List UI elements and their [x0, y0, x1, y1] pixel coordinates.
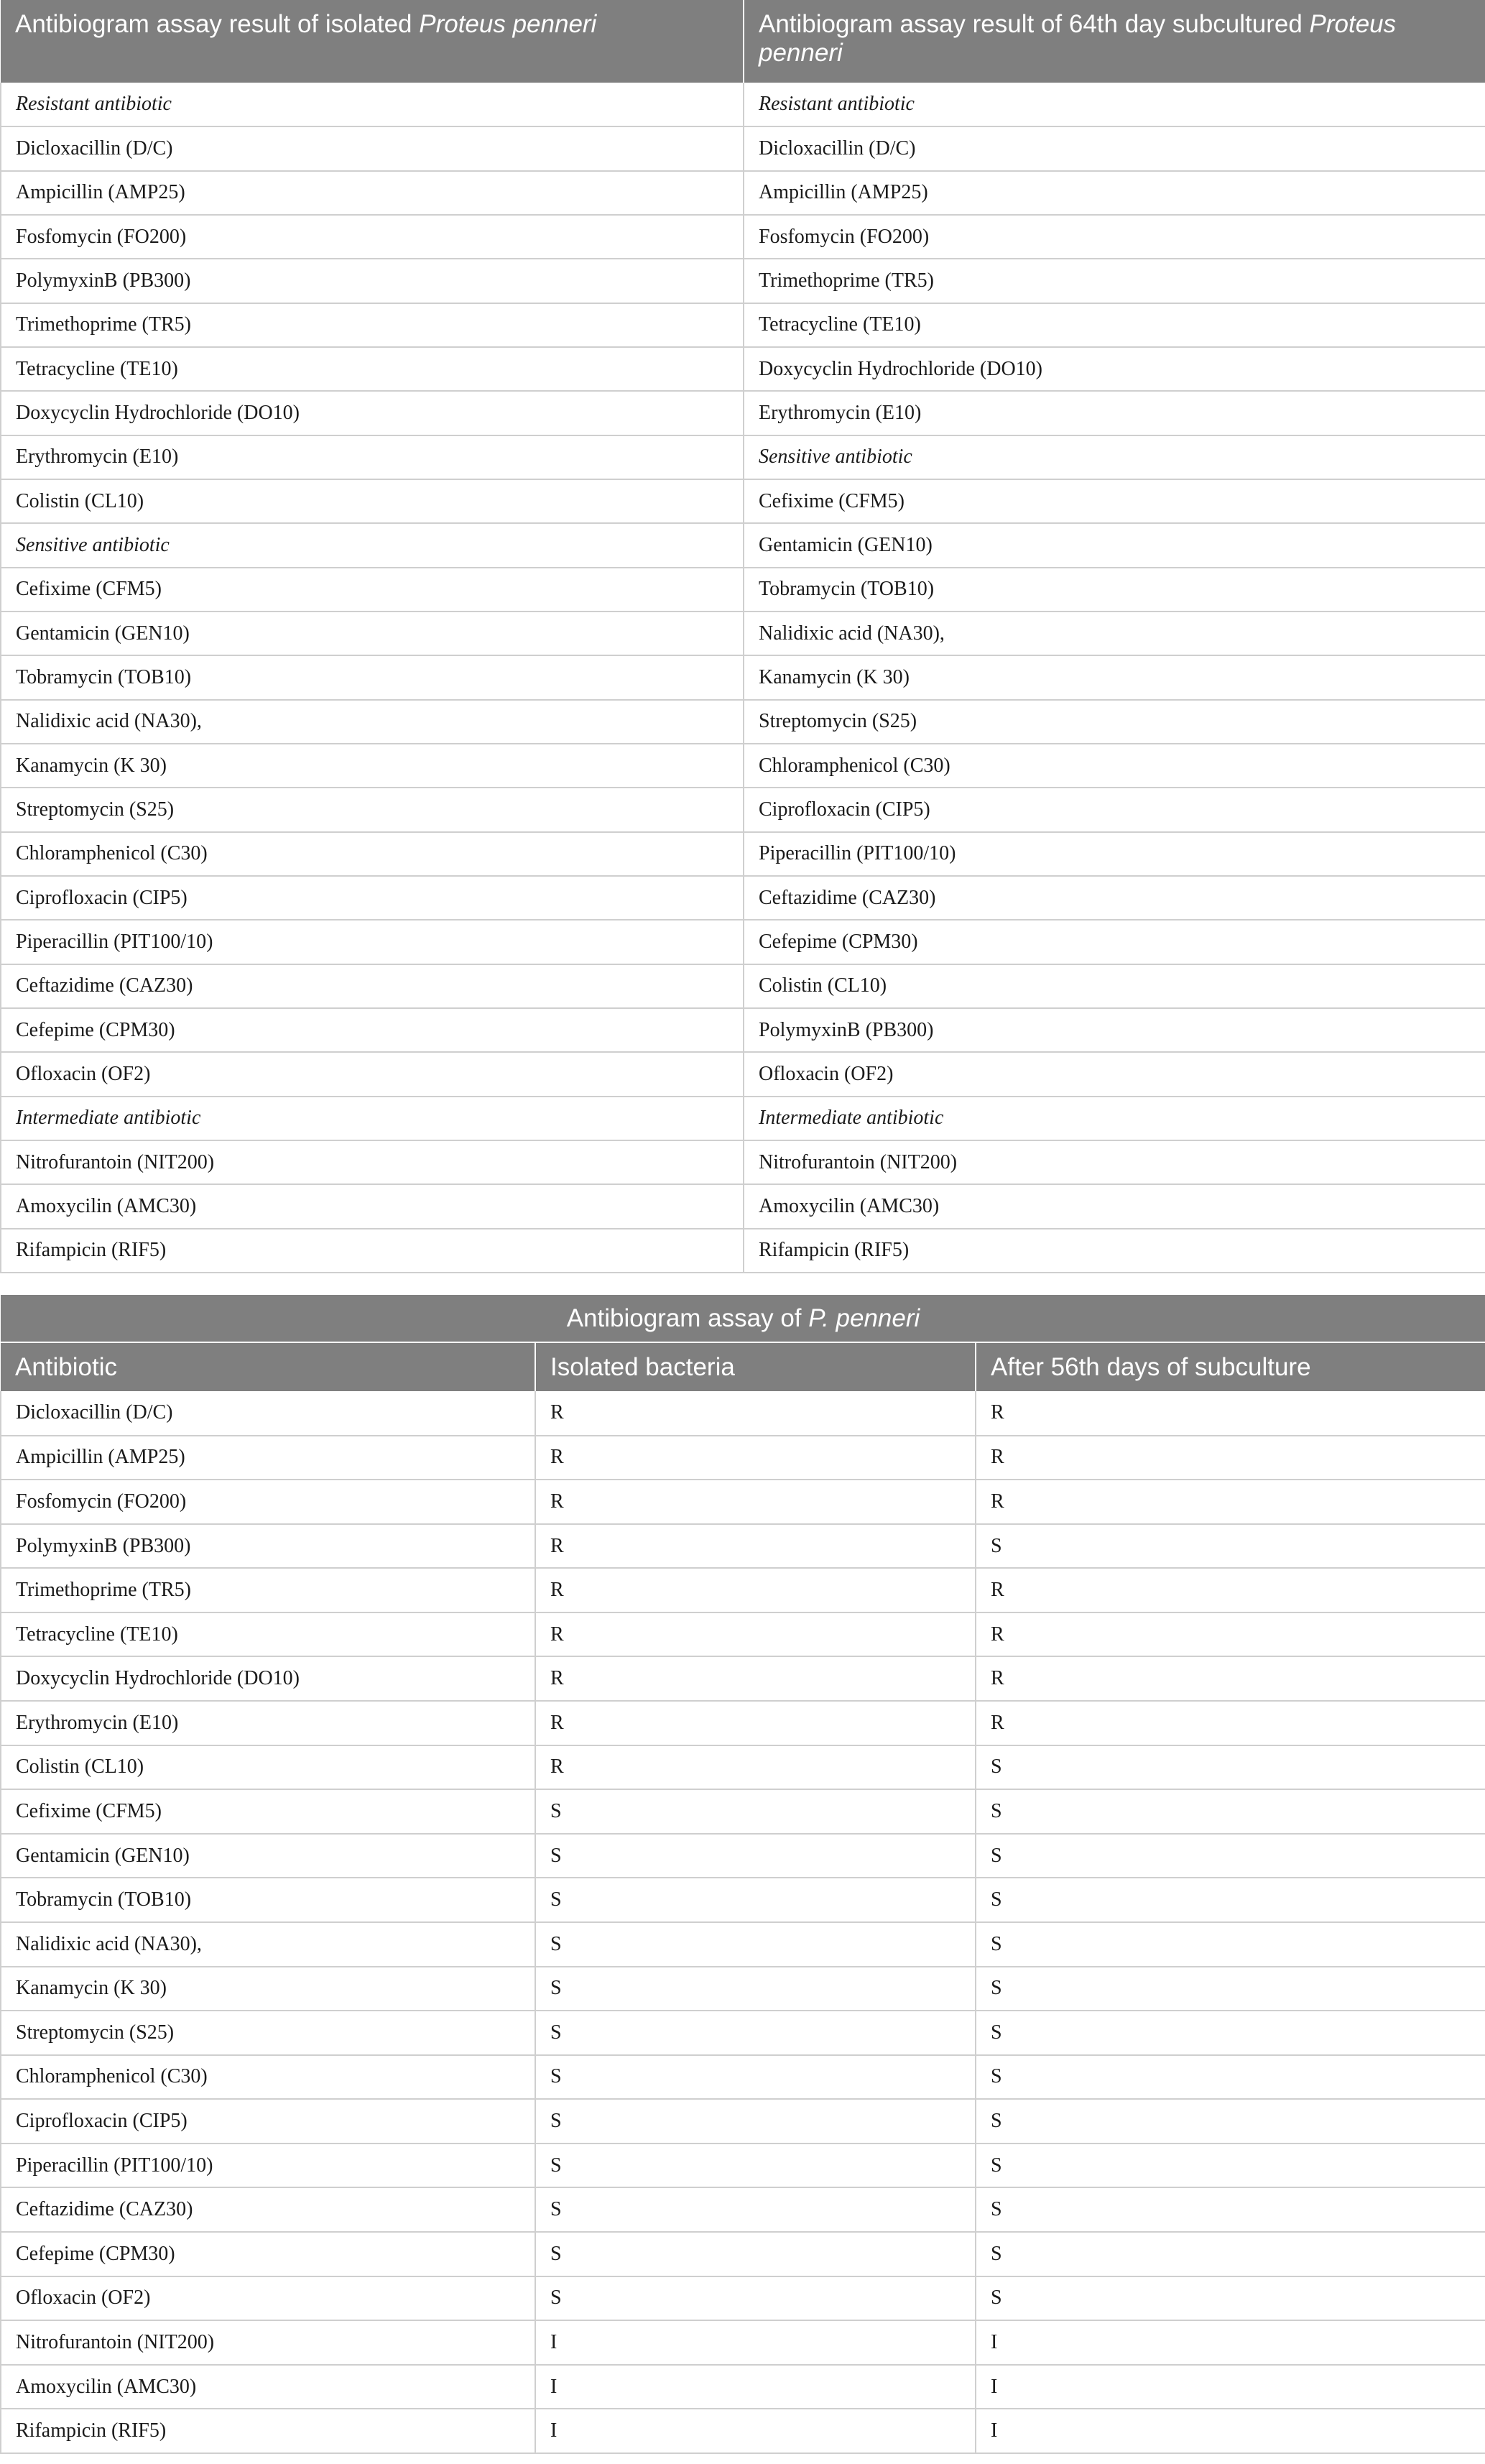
- subculture-result: R: [976, 1568, 1485, 1612]
- table-row: [1, 1436, 1485, 1480]
- antibiotic-name: Colistin (CL10): [1, 1745, 535, 1790]
- isolated-result: R: [535, 1656, 976, 1701]
- table-row: [1, 832, 1485, 876]
- isolated-result: R: [535, 1391, 976, 1436]
- antibiotic-cell: Ofloxacin (OF2): [1, 1052, 744, 1096]
- antibiotic-cell: Dicloxacillin (D/C): [744, 126, 1485, 170]
- table-row: [1, 391, 1485, 435]
- antibiotic-name: Rifampicin (RIF5): [1, 2409, 535, 2453]
- antibiotic-cell: Doxycyclin Hydrochloride (DO10): [744, 347, 1485, 391]
- isolated-result: S: [535, 2011, 976, 2055]
- isolated-result: S: [535, 2232, 976, 2276]
- category-label: Resistant antibiotic: [744, 83, 1485, 126]
- table-row: [1, 2055, 1485, 2100]
- table2-title: Antibiogram assay of P. penneri: [1, 1295, 1485, 1342]
- table1-header-isolated: Antibiogram assay result of isolated Proteus penneri: [1, 0, 744, 83]
- table-row: [1, 700, 1485, 744]
- subculture-result: R: [976, 1656, 1485, 1701]
- table1-header-subcultured: Antibiogram assay result of 64th day subcultured Proteus penneri: [744, 0, 1485, 83]
- table-row: [1, 83, 1485, 126]
- antibiotic-cell: Amoxycilin (AMC30): [1, 1184, 744, 1228]
- antibiotic-cell: Ciprofloxacin (CIP5): [1, 876, 744, 920]
- table-row: [1, 347, 1485, 391]
- table2-header-row: [1, 1342, 1485, 1391]
- subculture-result: S: [976, 2144, 1485, 2188]
- antibiotic-cell: PolymyxinB (PB300): [744, 1008, 1485, 1052]
- antibiotic-cell: Trimethoprime (TR5): [1, 303, 744, 347]
- table1-body: [1, 83, 1485, 1273]
- table2-title-row: [1, 1295, 1485, 1342]
- subculture-result: S: [976, 2011, 1485, 2055]
- table-row: [1, 1097, 1485, 1140]
- antibiotic-cell: Kanamycin (K 30): [1, 744, 744, 788]
- table-row: [1, 1391, 1485, 1436]
- table2-header-after-subculture: After 56th days of subculture: [976, 1342, 1485, 1391]
- antibiotic-name: Fosfomycin (FO200): [1, 1480, 535, 1524]
- category-label: Intermediate antibiotic: [744, 1097, 1485, 1140]
- antibiotic-name: Piperacillin (PIT100/10): [1, 2144, 535, 2188]
- isolated-result: R: [535, 1568, 976, 1612]
- subculture-result: I: [976, 2409, 1485, 2453]
- antibiotic-cell: Nalidixic acid (NA30),: [744, 612, 1485, 655]
- antibiotic-cell: Doxycyclin Hydrochloride (DO10): [1, 391, 744, 435]
- subculture-result: S: [976, 2099, 1485, 2144]
- antibiotic-cell: Cefixime (CFM5): [744, 479, 1485, 523]
- table-row: [1, 303, 1485, 347]
- antibiotic-cell: PolymyxinB (PB300): [1, 259, 744, 303]
- table-row: [1, 876, 1485, 920]
- table-row: [1, 1008, 1485, 1052]
- subculture-result: S: [976, 2232, 1485, 2276]
- antibiotic-cell: Nitrofurantoin (NIT200): [1, 1140, 744, 1184]
- table-row: [1, 1967, 1485, 2011]
- antibiotic-cell: Nitrofurantoin (NIT200): [744, 1140, 1485, 1184]
- antibiotic-name: Doxycyclin Hydrochloride (DO10): [1, 1656, 535, 1701]
- table-row: [1, 479, 1485, 523]
- antibiotic-cell: Erythromycin (E10): [1, 435, 744, 479]
- antibiotic-cell: Nalidixic acid (NA30),: [1, 700, 744, 744]
- table-row: [1, 744, 1485, 788]
- table-row: [1, 2232, 1485, 2276]
- table-row: [1, 171, 1485, 215]
- table-row: [1, 2409, 1485, 2453]
- antibiotic-cell: Kanamycin (K 30): [744, 655, 1485, 699]
- antibiotic-name: Tobramycin (TOB10): [1, 1878, 535, 1922]
- category-label: Resistant antibiotic: [1, 83, 744, 126]
- isolated-result: R: [535, 1480, 976, 1524]
- table-row: [1, 788, 1485, 831]
- table-row: [1, 1480, 1485, 1524]
- antibiotic-cell: Chloramphenicol (C30): [1, 832, 744, 876]
- subculture-result: R: [976, 1701, 1485, 1745]
- antibiotic-cell: Chloramphenicol (C30): [744, 744, 1485, 788]
- table-row: [1, 2099, 1485, 2144]
- subculture-result: S: [976, 1967, 1485, 2011]
- table-row: [1, 1878, 1485, 1922]
- subculture-result: S: [976, 1922, 1485, 1967]
- table-row: [1, 2144, 1485, 2188]
- subculture-result: R: [976, 1612, 1485, 1657]
- subculture-result: S: [976, 1834, 1485, 1878]
- table-row: [1, 1524, 1485, 1569]
- antibiotic-cell: Streptomycin (S25): [1, 788, 744, 831]
- table-row: [1, 655, 1485, 699]
- isolated-result: S: [535, 1834, 976, 1878]
- isolated-result: S: [535, 1967, 976, 2011]
- table-row: [1, 259, 1485, 303]
- antibiotic-cell: Tobramycin (TOB10): [1, 655, 744, 699]
- isolated-result: S: [535, 2187, 976, 2232]
- antibiotic-cell: Ceftazidime (CAZ30): [744, 876, 1485, 920]
- isolated-result: R: [535, 1436, 976, 1480]
- isolated-result: R: [535, 1745, 976, 1790]
- category-label: Sensitive antibiotic: [744, 435, 1485, 479]
- antibiotic-name: Gentamicin (GEN10): [1, 1834, 535, 1878]
- table-row: [1, 568, 1485, 612]
- subculture-result: R: [976, 1436, 1485, 1480]
- isolated-result: S: [535, 2276, 976, 2321]
- subculture-result: S: [976, 1745, 1485, 1790]
- antibiotic-cell: Fosfomycin (FO200): [1, 215, 744, 259]
- subculture-result: I: [976, 2320, 1485, 2365]
- table-row: [1, 1612, 1485, 1657]
- category-label: Intermediate antibiotic: [1, 1097, 744, 1140]
- isolated-result: S: [535, 2099, 976, 2144]
- antibiotic-name: Dicloxacillin (D/C): [1, 1391, 535, 1436]
- isolated-result: S: [535, 1789, 976, 1834]
- antibiotic-cell: Piperacillin (PIT100/10): [744, 832, 1485, 876]
- antibiogram-assay-table: [0, 1295, 1485, 2454]
- antibiotic-name: Amoxycilin (AMC30): [1, 2365, 535, 2409]
- table-row: [1, 1140, 1485, 1184]
- antibiotic-cell: Rifampicin (RIF5): [744, 1229, 1485, 1273]
- table-row: [1, 1052, 1485, 1096]
- antibiotic-cell: Colistin (CL10): [1, 479, 744, 523]
- antibiotic-cell: Gentamicin (GEN10): [744, 523, 1485, 567]
- isolated-result: R: [535, 1701, 976, 1745]
- table-row: [1, 1229, 1485, 1273]
- antibiotic-cell: Ciprofloxacin (CIP5): [744, 788, 1485, 831]
- antibiotic-cell: Ceftazidime (CAZ30): [1, 964, 744, 1008]
- antibiotic-name: Kanamycin (K 30): [1, 1967, 535, 2011]
- table-row: [1, 2187, 1485, 2232]
- antibiotic-name: Ampicillin (AMP25): [1, 1436, 535, 1480]
- subculture-result: I: [976, 2365, 1485, 2409]
- antibiotic-cell: Erythromycin (E10): [744, 391, 1485, 435]
- subculture-result: R: [976, 1480, 1485, 1524]
- table-row: [1, 1922, 1485, 1967]
- isolated-result: S: [535, 1922, 976, 1967]
- subculture-result: R: [976, 1391, 1485, 1436]
- table-row: [1, 126, 1485, 170]
- antibiotic-cell: Rifampicin (RIF5): [1, 1229, 744, 1273]
- antibiotic-name: Trimethoprime (TR5): [1, 1568, 535, 1612]
- table-row: [1, 1745, 1485, 1790]
- antibiotic-cell: Ampicillin (AMP25): [1, 171, 744, 215]
- antibiotic-name: Cefepime (CPM30): [1, 2232, 535, 2276]
- table-row: [1, 1789, 1485, 1834]
- table-row: [1, 1834, 1485, 1878]
- category-label: Sensitive antibiotic: [1, 523, 744, 567]
- table-row: [1, 1184, 1485, 1228]
- isolated-result: I: [535, 2365, 976, 2409]
- subculture-result: S: [976, 1878, 1485, 1922]
- table-row: [1, 1701, 1485, 1745]
- antibiotic-cell: Ofloxacin (OF2): [744, 1052, 1485, 1096]
- table-row: [1, 2276, 1485, 2321]
- antibiotic-name: PolymyxinB (PB300): [1, 1524, 535, 1569]
- antibiotic-cell: Cefixime (CFM5): [1, 568, 744, 612]
- subculture-result: S: [976, 1524, 1485, 1569]
- antibiotic-cell: Dicloxacillin (D/C): [1, 126, 744, 170]
- table-row: [1, 612, 1485, 655]
- antibiotic-cell: Cefepime (CPM30): [744, 920, 1485, 964]
- table-row: [1, 920, 1485, 964]
- table2-header-isolated-bacteria: Isolated bacteria: [535, 1342, 976, 1391]
- antibiotic-name: Ciprofloxacin (CIP5): [1, 2099, 535, 2144]
- antibiotic-name: Nitrofurantoin (NIT200): [1, 2320, 535, 2365]
- antibiotic-cell: Tobramycin (TOB10): [744, 568, 1485, 612]
- table-row: [1, 435, 1485, 479]
- antibiotic-cell: Trimethoprime (TR5): [744, 259, 1485, 303]
- isolated-result: S: [535, 2144, 976, 2188]
- table-row: [1, 215, 1485, 259]
- table-row: [1, 523, 1485, 567]
- isolated-result: R: [535, 1524, 976, 1569]
- antibiotic-name: Chloramphenicol (C30): [1, 2055, 535, 2100]
- antibiotic-cell: Streptomycin (S25): [744, 700, 1485, 744]
- isolated-result: R: [535, 1612, 976, 1657]
- antibiotic-cell: Tetracycline (TE10): [744, 303, 1485, 347]
- isolated-result: S: [535, 2055, 976, 2100]
- antibiotic-name: Cefixime (CFM5): [1, 1789, 535, 1834]
- isolated-result: I: [535, 2320, 976, 2365]
- antibiotic-cell: Amoxycilin (AMC30): [744, 1184, 1485, 1228]
- subculture-result: S: [976, 1789, 1485, 1834]
- isolated-result: S: [535, 1878, 976, 1922]
- antibiotic-name: Erythromycin (E10): [1, 1701, 535, 1745]
- table2-body: [1, 1391, 1485, 2453]
- table-row: [1, 1656, 1485, 1701]
- antibiotic-name: Nalidixic acid (NA30),: [1, 1922, 535, 1967]
- antibiotic-cell: Cefepime (CPM30): [1, 1008, 744, 1052]
- subculture-result: S: [976, 2187, 1485, 2232]
- table-row: [1, 2365, 1485, 2409]
- antibiotic-name: Streptomycin (S25): [1, 2011, 535, 2055]
- isolated-result: I: [535, 2409, 976, 2453]
- subculture-result: S: [976, 2055, 1485, 2100]
- table-row: [1, 1568, 1485, 1612]
- table-row: [1, 964, 1485, 1008]
- antibiotic-cell: Piperacillin (PIT100/10): [1, 920, 744, 964]
- table2-header-antibiotic: Antibiotic: [1, 1342, 535, 1391]
- table-row: [1, 2320, 1485, 2365]
- antibiotic-cell: Ampicillin (AMP25): [744, 171, 1485, 215]
- antibiotic-cell: Gentamicin (GEN10): [1, 612, 744, 655]
- antibiotic-cell: Fosfomycin (FO200): [744, 215, 1485, 259]
- table1-header-row: [1, 0, 1485, 83]
- antibiotic-name: Ceftazidime (CAZ30): [1, 2187, 535, 2232]
- antibiotic-cell: Tetracycline (TE10): [1, 347, 744, 391]
- antibiotic-name: Ofloxacin (OF2): [1, 2276, 535, 2321]
- antibiotic-cell: Colistin (CL10): [744, 964, 1485, 1008]
- antibiotic-name: Tetracycline (TE10): [1, 1612, 535, 1657]
- subculture-result: S: [976, 2276, 1485, 2321]
- table-row: [1, 2011, 1485, 2055]
